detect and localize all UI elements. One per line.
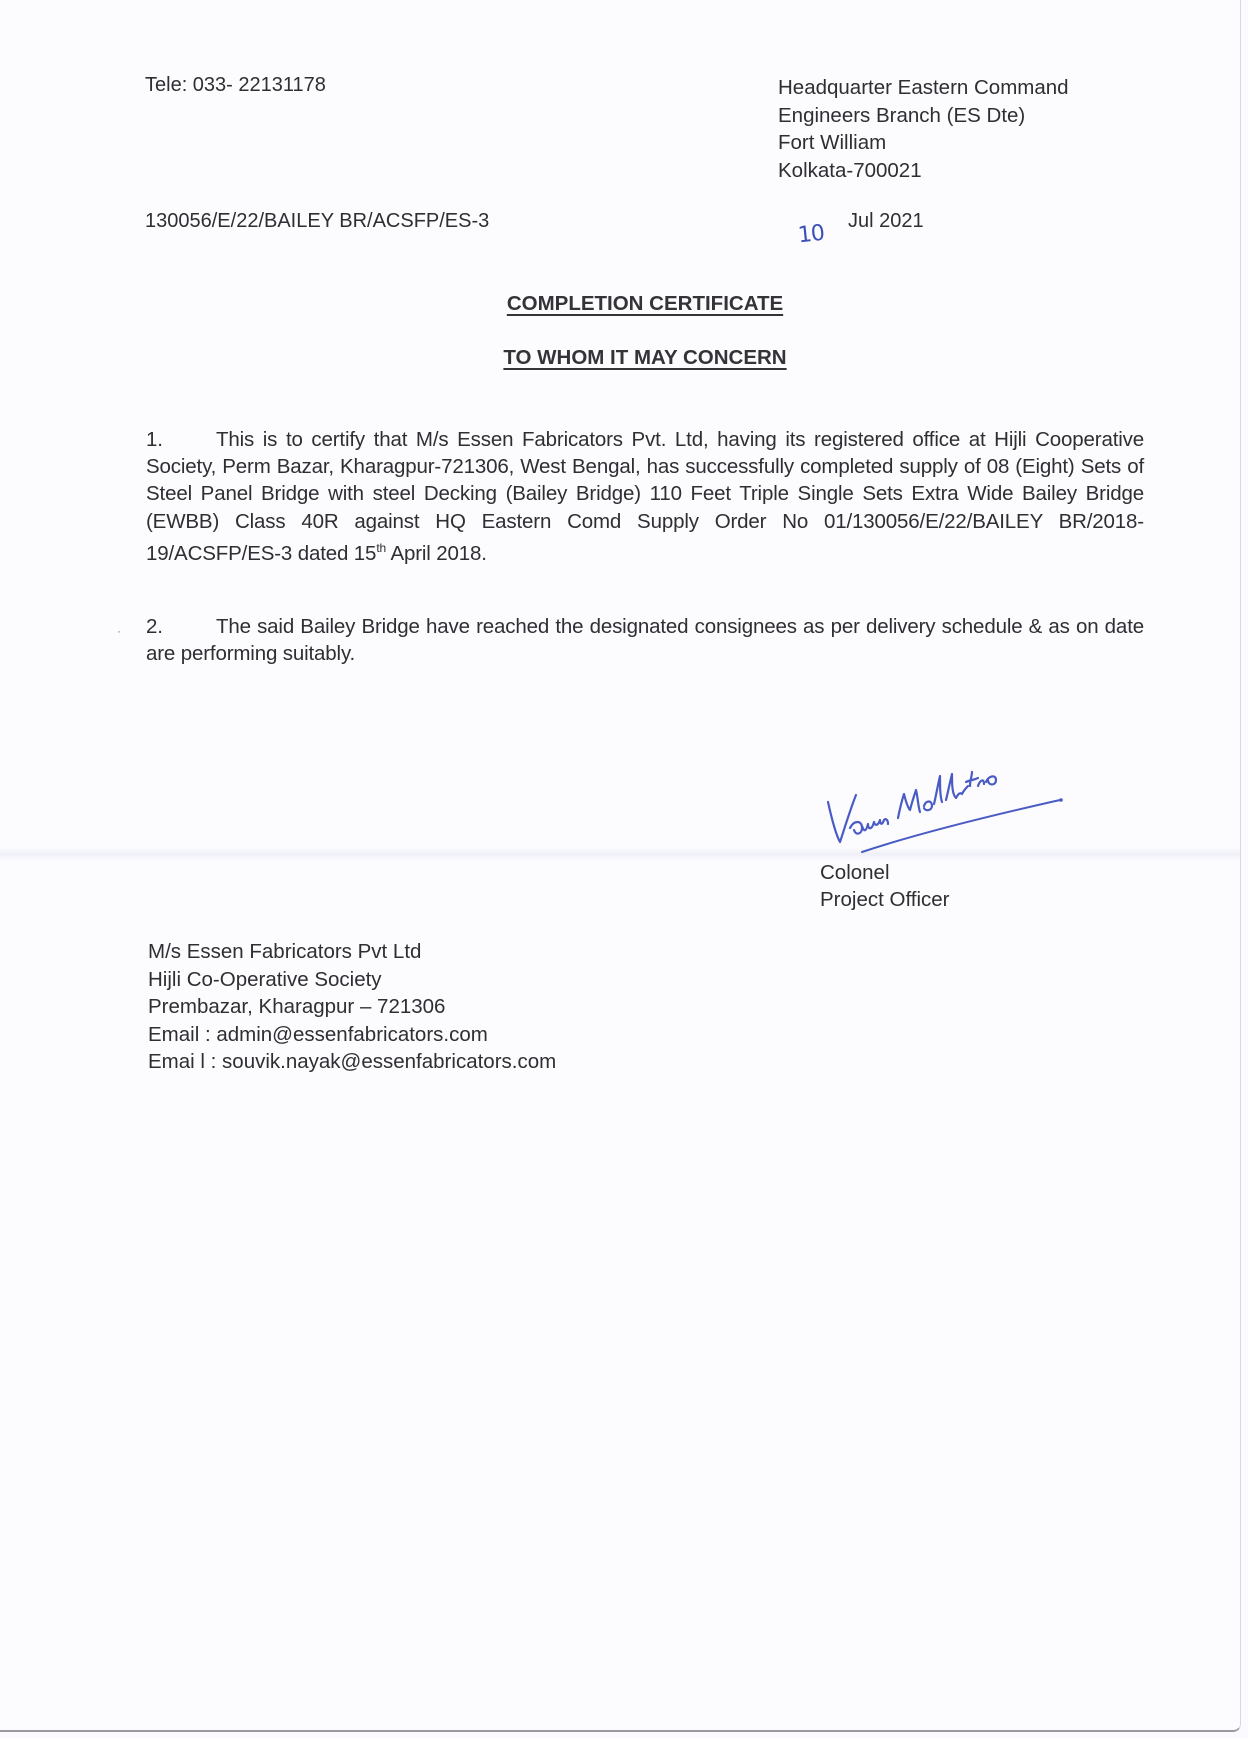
paragraph-number: 1.	[146, 428, 163, 451]
signatory-block	[820, 859, 950, 913]
office-address-line: Engineers Branch (ES Dte)	[778, 103, 1026, 127]
reference-number: 130056/E/22/BAILEY BR/ACSFP/ES-3	[145, 210, 490, 232]
signature-stroke	[828, 795, 856, 842]
signature-stroke	[898, 790, 920, 818]
recipient-email-1: Email : admin@essenfabricators.com	[148, 1022, 488, 1046]
margin-dot: ·	[117, 624, 121, 638]
signature-underline	[862, 800, 1060, 852]
date-ordinal-suffix: th	[376, 540, 387, 555]
office-address-line: Fort William	[778, 131, 887, 154]
certificate-subtitle: TO WHOM IT MAY CONCERN	[503, 346, 787, 369]
handwritten-date-day: 10	[796, 220, 826, 249]
paragraph-text-end: April 2018.	[386, 541, 487, 565]
recipient-email-2: Emai l : souvik.nayak@essenfabricators.com	[148, 1050, 557, 1073]
signatory-designation: Project Officer	[820, 888, 950, 911]
signatory-rank: Colonel	[820, 861, 890, 884]
letter-date: Jul 2021	[848, 210, 924, 232]
signature-stroke	[924, 772, 996, 810]
telephone-number: Tele: 033- 22131178	[145, 74, 326, 96]
certificate-title: COMPLETION CERTIFICATE	[506, 292, 784, 315]
recipient-address-block	[148, 938, 556, 1076]
office-address-line: Kolkata-700021	[778, 158, 922, 182]
office-address-block	[778, 74, 1069, 184]
paragraph-text: This is to certify that M/s Essen Fabricators Pvt. Ltd, having its registered office at Hijli Cooperative Society, Perm Bazar, Kharagpur-721306, West Bengal, has successfully completed supply of 08 (Eight) Sets of Steel Panel Bridge with steel Decking (Bailey Bridge) 110 Feet Triple Single Sets Extra Wide Bailey Bridge (EWBB) Class 40R against HQ Eastern Comd Supply Order No 01/130056/E/22/BAILEY BR/2018-19/ACSFP/ES-3 dated 15	[146, 428, 1144, 565]
paragraph-1	[146, 426, 1144, 567]
paragraph-number: 2.	[146, 615, 163, 638]
recipient-address-line: Hijli Co-Operative Society	[148, 967, 382, 991]
recipient-address-line: Prembazar, Kharagpur – 721306	[148, 995, 446, 1018]
paragraph-text: The said Bailey Bridge have reached the designated consignees as per delivery schedule & as on date are performing suitably.	[146, 615, 1144, 666]
office-address-line: Headquarter Eastern Command	[778, 76, 1069, 99]
paragraph-2	[146, 613, 1144, 667]
handwritten-signature	[820, 740, 1080, 860]
signature-stroke	[850, 819, 888, 833]
recipient-name: M/s Essen Fabricators Pvt Ltd	[148, 940, 422, 963]
